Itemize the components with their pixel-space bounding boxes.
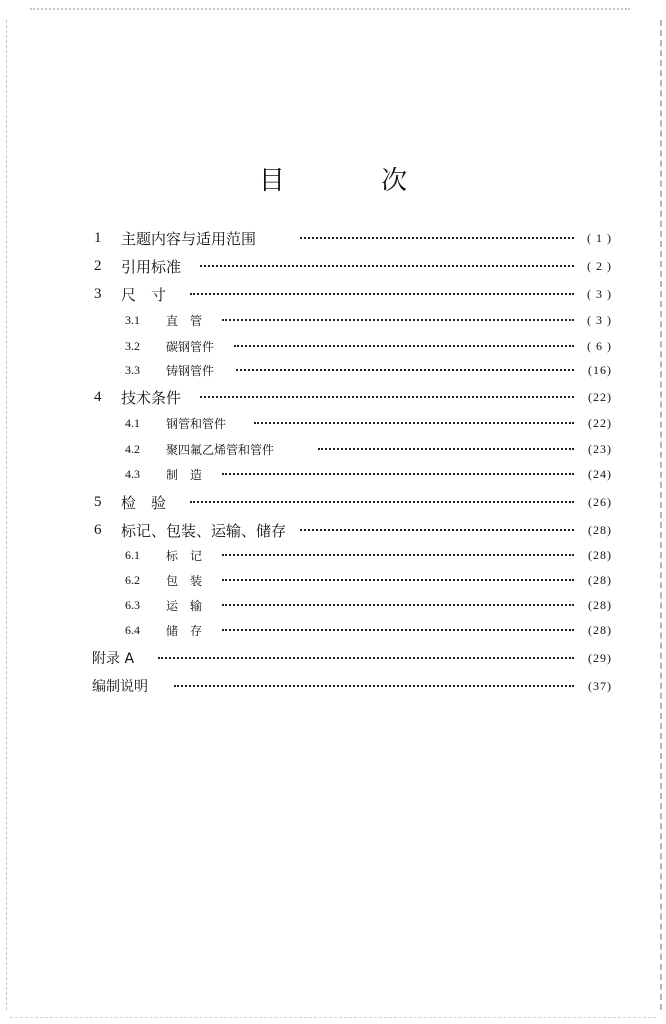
- toc-entry-page: ( 6 ): [587, 338, 612, 353]
- dot-leader: [200, 265, 574, 267]
- toc-entry-title: 包 装: [166, 573, 203, 588]
- toc-entry-page: (28): [588, 572, 612, 587]
- toc-entry[interactable]: [0, 593, 666, 617]
- dot-leader: [254, 422, 574, 424]
- toc-entry-title: 碳钢管件: [166, 339, 215, 354]
- toc-entry-number: 6.3: [125, 597, 140, 612]
- toc-entry-page: ( 3 ): [587, 286, 612, 301]
- toc-entry-title: 聚四氟乙烯管和管件: [166, 442, 275, 457]
- dot-leader: [300, 529, 574, 531]
- dot-leader: [174, 685, 574, 687]
- toc-entry-page: ( 1 ): [587, 230, 612, 245]
- toc-entry-page: (22): [588, 415, 612, 430]
- dot-leader: [200, 396, 574, 398]
- toc-entry-number: 2: [94, 257, 102, 274]
- dot-leader: [236, 369, 574, 371]
- toc-entry-page: (37): [588, 678, 612, 693]
- dot-leader: [158, 657, 574, 659]
- toc-entry-page: (24): [588, 466, 612, 481]
- toc-entry-number: 3.2: [125, 338, 140, 353]
- toc-entry-title: 引用标准: [121, 257, 182, 276]
- toc-entry-title: 标 记: [166, 548, 203, 563]
- toc-entry-page: (28): [588, 522, 612, 537]
- toc-entry-number: 4: [94, 388, 102, 405]
- dot-leader: [190, 501, 574, 503]
- toc-entry-number: 4.2: [125, 441, 140, 456]
- toc-entry[interactable]: [0, 646, 666, 670]
- toc-entry-number: 6.1: [125, 547, 140, 562]
- dot-leader: [222, 554, 574, 556]
- toc-entry-page: ( 2 ): [587, 258, 612, 273]
- toc-entry-title: 检 验: [121, 493, 167, 512]
- toc-entry-page: (22): [588, 389, 612, 404]
- toc-entry-number: 1: [94, 229, 102, 246]
- toc-entry-page: ( 3 ): [587, 312, 612, 327]
- toc-entry[interactable]: [0, 308, 666, 332]
- toc-entry-number: 4.1: [125, 415, 140, 430]
- toc-entry-title: 制 造: [166, 467, 203, 482]
- dot-leader: [222, 604, 574, 606]
- toc-entry[interactable]: [0, 282, 666, 306]
- toc-entry-title: 技术条件: [121, 388, 182, 407]
- dot-leader: [222, 473, 574, 475]
- toc-entry-title: 尺 寸: [121, 285, 167, 304]
- toc-entry[interactable]: [0, 462, 666, 486]
- toc-entry-page: (26): [588, 494, 612, 509]
- toc-entry-page: (28): [588, 622, 612, 637]
- scan-edge-bottom: [10, 1017, 656, 1018]
- toc-entry-title: 编制说明: [92, 679, 148, 695]
- toc-entry-number: 6.2: [125, 572, 140, 587]
- toc-entry-page: (28): [588, 547, 612, 562]
- toc-entry-title: 铸钢管件: [166, 363, 215, 378]
- toc-entry-title: 钢管和管件: [166, 416, 227, 431]
- toc-entry[interactable]: [0, 618, 666, 642]
- page-title: 目 次: [258, 166, 452, 196]
- toc-entry-number: 3.1: [125, 312, 140, 327]
- toc-entry[interactable]: [0, 490, 666, 514]
- toc-entry-number: 6: [94, 521, 102, 538]
- toc-entry[interactable]: [0, 254, 666, 278]
- toc-entry[interactable]: [0, 411, 666, 435]
- toc-entry[interactable]: [0, 226, 666, 250]
- dot-leader: [234, 345, 574, 347]
- toc-entry-title: 附录 A: [92, 651, 135, 667]
- toc-entry[interactable]: [0, 437, 666, 461]
- dot-leader: [190, 293, 574, 295]
- toc-entry-title: 标记、包装、运输、储存: [121, 521, 287, 540]
- toc-entry-title: 直 管: [166, 313, 203, 328]
- toc-entry-page: (29): [588, 650, 612, 665]
- toc-entry-page: (16): [588, 362, 612, 377]
- toc-entry-page: (23): [588, 441, 612, 456]
- dot-leader: [222, 579, 574, 581]
- dot-leader: [222, 629, 574, 631]
- toc-entry[interactable]: [0, 674, 666, 698]
- toc-entry-title: 运 输: [166, 598, 203, 613]
- toc-entry-number: 3.3: [125, 362, 140, 377]
- toc-entry-number: 6.4: [125, 622, 140, 637]
- toc-entry[interactable]: [0, 385, 666, 409]
- toc-entry[interactable]: [0, 358, 666, 382]
- dot-leader: [300, 237, 574, 239]
- dot-leader: [318, 448, 574, 450]
- toc-entry-number: 3: [94, 285, 102, 302]
- toc-entry-number: 5: [94, 493, 102, 510]
- toc-entry[interactable]: [0, 568, 666, 592]
- toc-entry-title: 主题内容与适用范围: [121, 229, 257, 248]
- toc-entry[interactable]: [0, 334, 666, 358]
- dot-leader: [222, 319, 574, 321]
- toc-entry-page: (28): [588, 597, 612, 612]
- toc-entry[interactable]: [0, 543, 666, 567]
- toc-entry-title: 储 存: [166, 623, 203, 638]
- toc-entry[interactable]: [0, 518, 666, 542]
- toc-entry-number: 4.3: [125, 466, 140, 481]
- scan-edge-top: [30, 8, 630, 10]
